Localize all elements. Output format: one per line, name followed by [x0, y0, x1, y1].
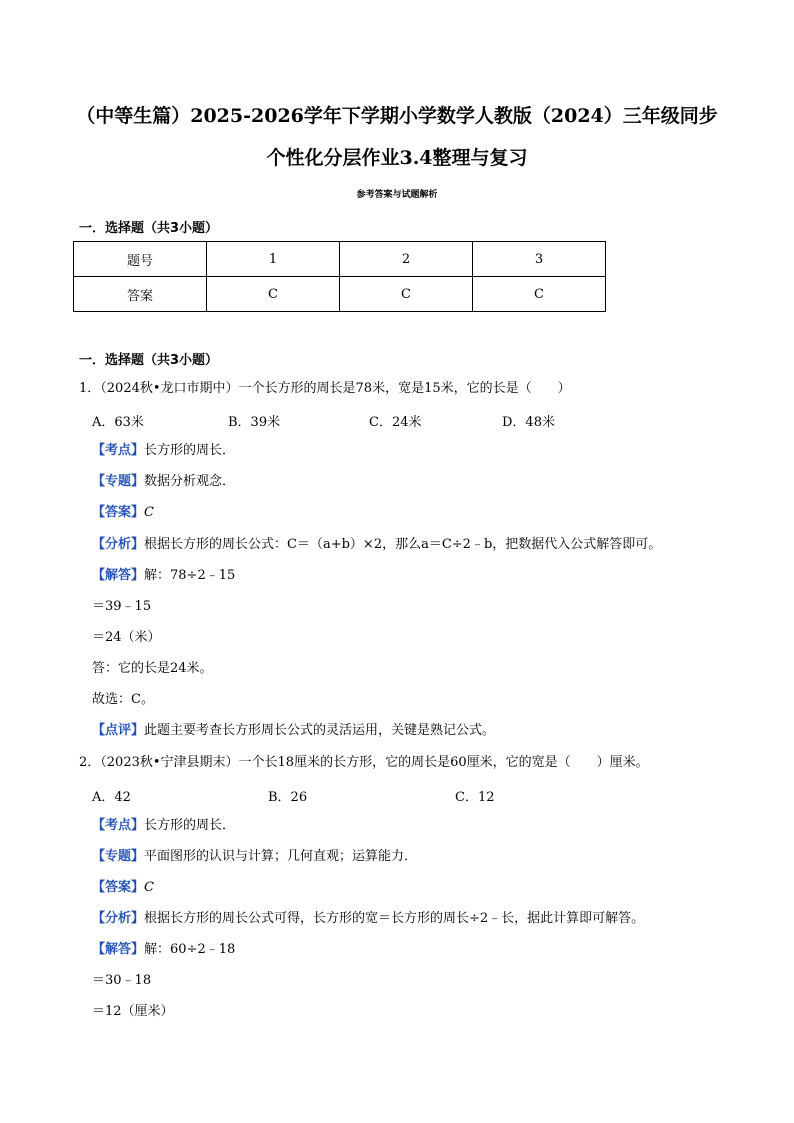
- question-1-option-a: A．63米: [92, 415, 144, 430]
- answer-table: [73, 241, 606, 312]
- answer-table-row-number: [74, 242, 606, 277]
- question-1-answer: [92, 504, 154, 522]
- question-2-answer: [92, 879, 154, 897]
- table-cell: C: [473, 277, 606, 312]
- fenxi-tag: 【分析】: [92, 911, 145, 926]
- question-1-stem: 1．（2024秋•龙口市期中）一个长方形的周长是78米，宽是15米，它的长是（ ）: [79, 381, 571, 396]
- kaodian-tag: 【考点】: [92, 818, 145, 833]
- question-1-step-1: ＝39﹣15: [92, 599, 152, 614]
- question-1-answer-line: 答：它的长是24米。: [92, 661, 213, 676]
- zhuanti-tag: 【专题】: [92, 474, 145, 489]
- question-1-solution: [92, 567, 235, 585]
- kaodian-tag: 【考点】: [92, 443, 145, 458]
- fenxi-text: 根据长方形的周长公式可得，长方形的宽＝长方形的周长÷2﹣长，据此计算即可解答。: [144, 911, 645, 926]
- zhuanti-text: 平面图形的认识与计算；几何直观；运算能力．: [144, 849, 418, 864]
- jieda-text: 解：78÷2﹣15: [144, 568, 236, 583]
- zhuanti-text: 数据分析观念．: [144, 474, 236, 489]
- kaodian-text: 长方形的周长．: [144, 818, 236, 833]
- jieda-tag: 【解答】: [92, 568, 145, 583]
- detail-section-heading: 一．选择题（共3小题）: [79, 353, 219, 368]
- question-2-step-2: ＝12（厘米）: [92, 1004, 174, 1019]
- table-cell: 1: [207, 242, 340, 277]
- question-2-stem: 2．（2023秋•宁津县期末）一个长18厘米的长方形，它的周长是60厘米，它的宽是（ ）厘米。: [79, 755, 649, 770]
- question-1-option-c: C．24米: [369, 415, 422, 430]
- question-1-step-2: ＝24（米）: [92, 630, 161, 645]
- question-2-option-a: A．42: [92, 790, 131, 805]
- question-1-option-d: D．48米: [502, 415, 555, 430]
- question-2-solution: [92, 941, 235, 959]
- jieda-text: 解：60÷2﹣18: [144, 942, 236, 957]
- kaodian-text: 长方形的周长．: [144, 443, 236, 458]
- answer-section-heading: 一．选择题（共3小题）: [79, 221, 219, 236]
- daan-text: C: [144, 880, 154, 895]
- question-2-step-1: ＝30﹣18: [92, 973, 152, 988]
- document-title-line2: 个性化分层作业3.4整理与复习: [266, 147, 528, 169]
- fenxi-tag: 【分析】: [92, 537, 145, 552]
- zhuanti-tag: 【专题】: [92, 849, 145, 864]
- table-cell: 3: [473, 242, 606, 277]
- question-2-option-b: B．26: [268, 790, 308, 805]
- question-2-option-c: C．12: [455, 790, 495, 805]
- question-1-kaodian: [92, 442, 235, 460]
- table-cell: 题号: [74, 242, 207, 277]
- question-1-option-b: B．39米: [228, 415, 281, 430]
- question-1-comment: [92, 722, 495, 740]
- daan-tag: 【答案】: [92, 505, 145, 520]
- document-subtitle: 参考答案与试题解析: [356, 190, 438, 200]
- dianping-tag: 【点评】: [92, 723, 145, 738]
- daan-tag: 【答案】: [92, 880, 145, 895]
- document-title-line1: （中等生篇）2025-2026学年下学期小学数学人教版（2024）三年级同步: [76, 105, 718, 127]
- question-2-zhuanti: [92, 848, 417, 866]
- table-cell: C: [207, 277, 340, 312]
- question-1-analysis: [92, 536, 661, 554]
- question-1-zhuanti: [92, 473, 235, 491]
- daan-text: C: [144, 505, 154, 520]
- dianping-text: 此题主要考查长方形周长公式的灵活运用，关键是熟记公式。: [144, 723, 496, 738]
- fenxi-text: 根据长方形的周长公式：C＝（a+b）×2，那么a＝C÷2﹣b，把数据代入公式解答即可。: [144, 537, 662, 552]
- table-cell: C: [340, 277, 473, 312]
- question-2-kaodian: [92, 817, 235, 835]
- question-2-analysis: [92, 910, 644, 928]
- table-cell: 答案: [74, 277, 207, 312]
- jieda-tag: 【解答】: [92, 942, 145, 957]
- question-1-choice: 故选：C。: [92, 692, 154, 707]
- table-cell: 2: [340, 242, 473, 277]
- answer-table-row-answer: [74, 277, 606, 312]
